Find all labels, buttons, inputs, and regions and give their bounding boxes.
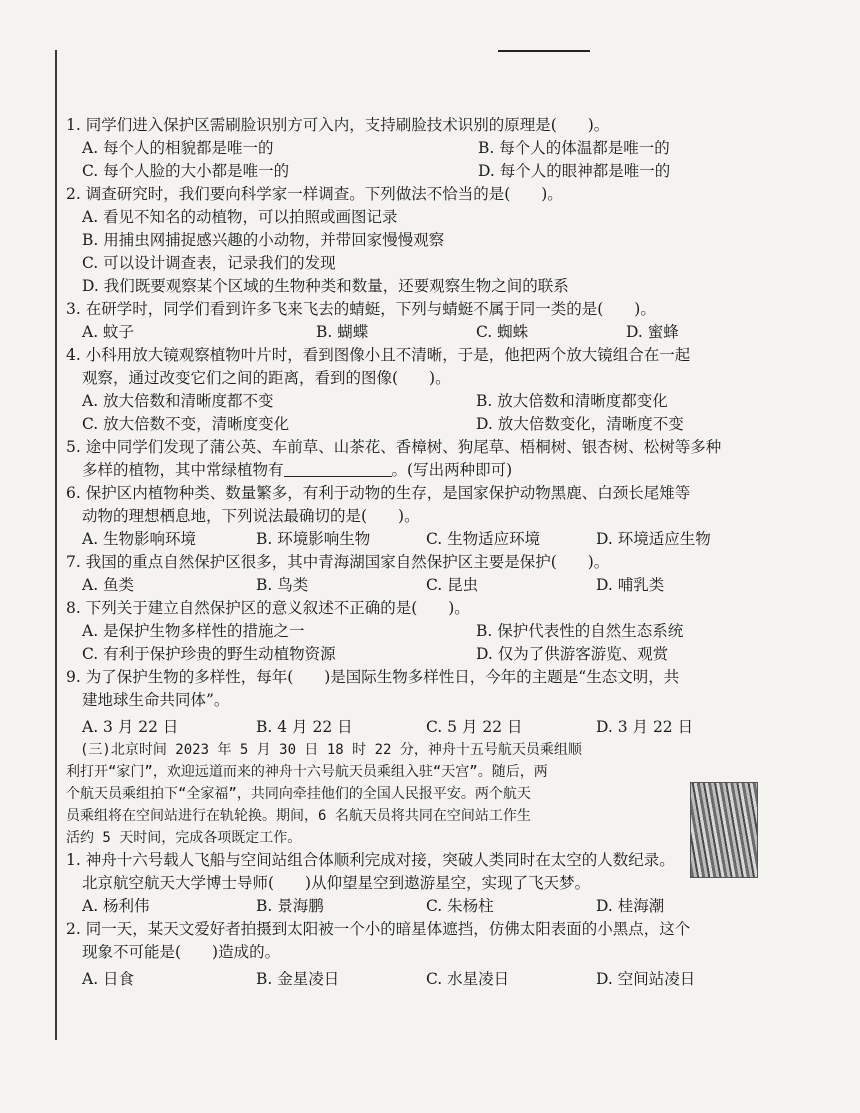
passage-line: 个航天员乘组拍下“全家福”，共同向牵挂他们的全国人民报平安。两个航天 — [66, 786, 531, 802]
worksheet-body — [66, 114, 756, 991]
option-d: D. 哺乳类 — [596, 576, 665, 594]
question-b1-options — [66, 895, 756, 918]
option-b: B. 环境影响生物 — [256, 530, 371, 548]
option-c: C. 可以设计调查表，记录我们的发现 — [82, 254, 336, 272]
option-b: B. 每个人的体温都是唯一的 — [478, 139, 670, 157]
option-a: A. 每个人的相貌都是唯一的 — [82, 139, 274, 157]
option-a: A. 是保护生物多样性的措施之一 — [82, 622, 305, 640]
question-8-options-row1 — [66, 620, 756, 643]
question-1-options-row1 — [66, 137, 756, 160]
question-9-stem: 9. 为了保护生物的多样性，每年( )是国际生物多样性日，今年的主题是“生态文明，共 — [66, 668, 680, 686]
question-6-options — [66, 528, 756, 551]
option-b: B. 放大倍数和清晰度都变化 — [476, 392, 668, 410]
question-4-stem-cont: 观察，通过改变它们之间的距离，看到的图像( )。 — [82, 369, 451, 387]
option-c: C. 水星凌日 — [426, 970, 510, 988]
passage-line: 利打开“家门”，欢迎远道而来的神舟十六号航天员乘组入驻“天宫”。随后，两 — [66, 764, 548, 780]
option-a: A. 放大倍数和清晰度都不变 — [82, 392, 274, 410]
question-b1-stem: 1. 神舟十六号载人飞船与空间站组合体顺利完成对接，突破人类同时在太空的人数纪录。 — [66, 851, 675, 869]
option-b: B. 景海鹏 — [256, 897, 324, 915]
option-c: C. 朱杨柱 — [426, 897, 494, 915]
question-2-stem: 2. 调查研究时，我们要向科学家一样调查。下列做法不恰当的是( )。 — [66, 185, 563, 203]
option-c: C. 昆虫 — [426, 576, 479, 594]
question-3-stem: 3. 在研学时，同学们看到许多飞来飞去的蜻蜓，下列与蜻蜓不属于同一类的是( )。 — [66, 300, 656, 318]
option-c: C. 生物适应环境 — [426, 530, 541, 548]
option-b: B. 用捕虫网捕捉感兴趣的小动物，并带回家慢慢观察 — [82, 231, 445, 249]
question-3-options — [66, 321, 756, 344]
option-b: B. 保护代表性的自然生态系统 — [476, 622, 684, 640]
question-4-options-row1 — [66, 390, 756, 413]
option-a: A. 生物影响环境 — [82, 530, 197, 548]
option-a: A. 杨利伟 — [82, 897, 150, 915]
option-a: A. 3 月 22 日 — [82, 718, 179, 736]
question-9-stem-cont: 建地球生命共同体”。 — [82, 691, 230, 709]
option-a: A. 蚊子 — [82, 323, 135, 341]
question-4-options-row2 — [66, 413, 756, 436]
scan-left-border — [55, 50, 57, 1040]
option-c: C. 有利于保护珍贵的野生动植物资源 — [82, 645, 336, 663]
option-d: D. 放大倍数变化，清晰度不变 — [476, 415, 684, 433]
reading-passage — [66, 739, 686, 849]
option-a: A. 看见不知名的动植物，可以拍照或画图记录 — [82, 208, 398, 226]
option-c: C. 5 月 22 日 — [426, 718, 523, 736]
passage-line: 活约 5 天时间，完成各项既定工作。 — [66, 830, 302, 846]
question-b1-stem-cont: 北京航空航天大学博士导师( )从仰望星空到遨游星空，实现了飞天梦。 — [82, 874, 591, 892]
option-d: D. 每个人的眼神都是唯一的 — [478, 162, 671, 180]
option-b: B. 蝴蝶 — [316, 323, 369, 341]
question-1-options-row2 — [66, 160, 756, 183]
question-5-stem: 5. 途中同学们发现了蒲公英、车前草、山茶花、香樟树、狗尾草、梧桐树、银杏树、松树等多种 — [66, 438, 722, 456]
question-7-options — [66, 574, 756, 597]
question-5-hint: 。(写出两种即可) — [391, 461, 513, 479]
astronaut-group-photo — [690, 782, 758, 878]
option-d: D. 空间站凌日 — [596, 970, 696, 988]
option-b: B. 4 月 22 日 — [256, 718, 353, 736]
option-d: D. 蜜蜂 — [626, 323, 679, 341]
answer-blank[interactable] — [284, 460, 392, 477]
option-d: D. 3 月 22 日 — [596, 718, 694, 736]
question-8-options-row2 — [66, 643, 756, 666]
option-c: C. 每个人脸的大小都是唯一的 — [82, 162, 290, 180]
option-d: D. 我们既要观察某个区域的生物种类和数量，还要观察生物之间的联系 — [82, 277, 569, 295]
question-b2-options — [66, 968, 756, 991]
option-c: C. 蜘蛛 — [476, 323, 529, 341]
question-8-stem: 8. 下列关于建立自然保护区的意义叙述不正确的是( )。 — [66, 599, 470, 617]
passage-line: 员乘组将在空间站进行在轨轮换。期间，6 名航天员将共同在空间站工作生 — [66, 808, 531, 824]
question-5-prompt: 多样的植物，其中常绿植物有 — [82, 461, 284, 479]
question-1-stem: 1. 同学们进入保护区需刷脸识别方可入内，支持刷脸技术识别的原理是( )。 — [66, 116, 610, 134]
passage-line: (三)北京时间 2023 年 5 月 30 日 18 时 22 分，神舟十五号航天员乘组顺 — [66, 742, 582, 758]
question-6-stem-cont: 动物的理想栖息地，下列说法最确切的是( )。 — [82, 507, 420, 525]
question-6-stem: 6. 保护区内植物种类、数量繁多，有利于动物的生存，是国家保护动物黑鹿、白颈长尾雉等 — [66, 484, 691, 502]
question-b2-stem-cont: 现象不可能是( )造成的。 — [82, 943, 281, 961]
option-b: B. 金星凌日 — [256, 970, 340, 988]
question-b2-stem: 2. 同一天，某天文爱好者拍摄到太阳被一个小的暗星体遮挡，仿佛太阳表面的小黑点，这个 — [66, 920, 691, 938]
option-a: A. 鱼类 — [82, 576, 135, 594]
question-9-options — [66, 716, 756, 739]
option-c: C. 放大倍数不变，清晰度变化 — [82, 415, 290, 433]
question-5-stem-cont — [66, 459, 756, 482]
option-d: D. 环境适应生物 — [596, 530, 711, 548]
header-rule — [498, 50, 590, 52]
option-a: A. 日食 — [82, 970, 135, 988]
option-d: D. 桂海潮 — [596, 897, 665, 915]
question-7-stem: 7. 我国的重点自然保护区很多，其中青海湖国家自然保护区主要是保护( )。 — [66, 553, 610, 571]
option-b: B. 鸟类 — [256, 576, 309, 594]
option-d: D. 仅为了供游客游览、观赏 — [476, 645, 669, 663]
question-4-stem: 4. 小科用放大镜观察植物叶片时，看到图像小且不清晰，于是，他把两个放大镜组合在一起 — [66, 346, 691, 364]
